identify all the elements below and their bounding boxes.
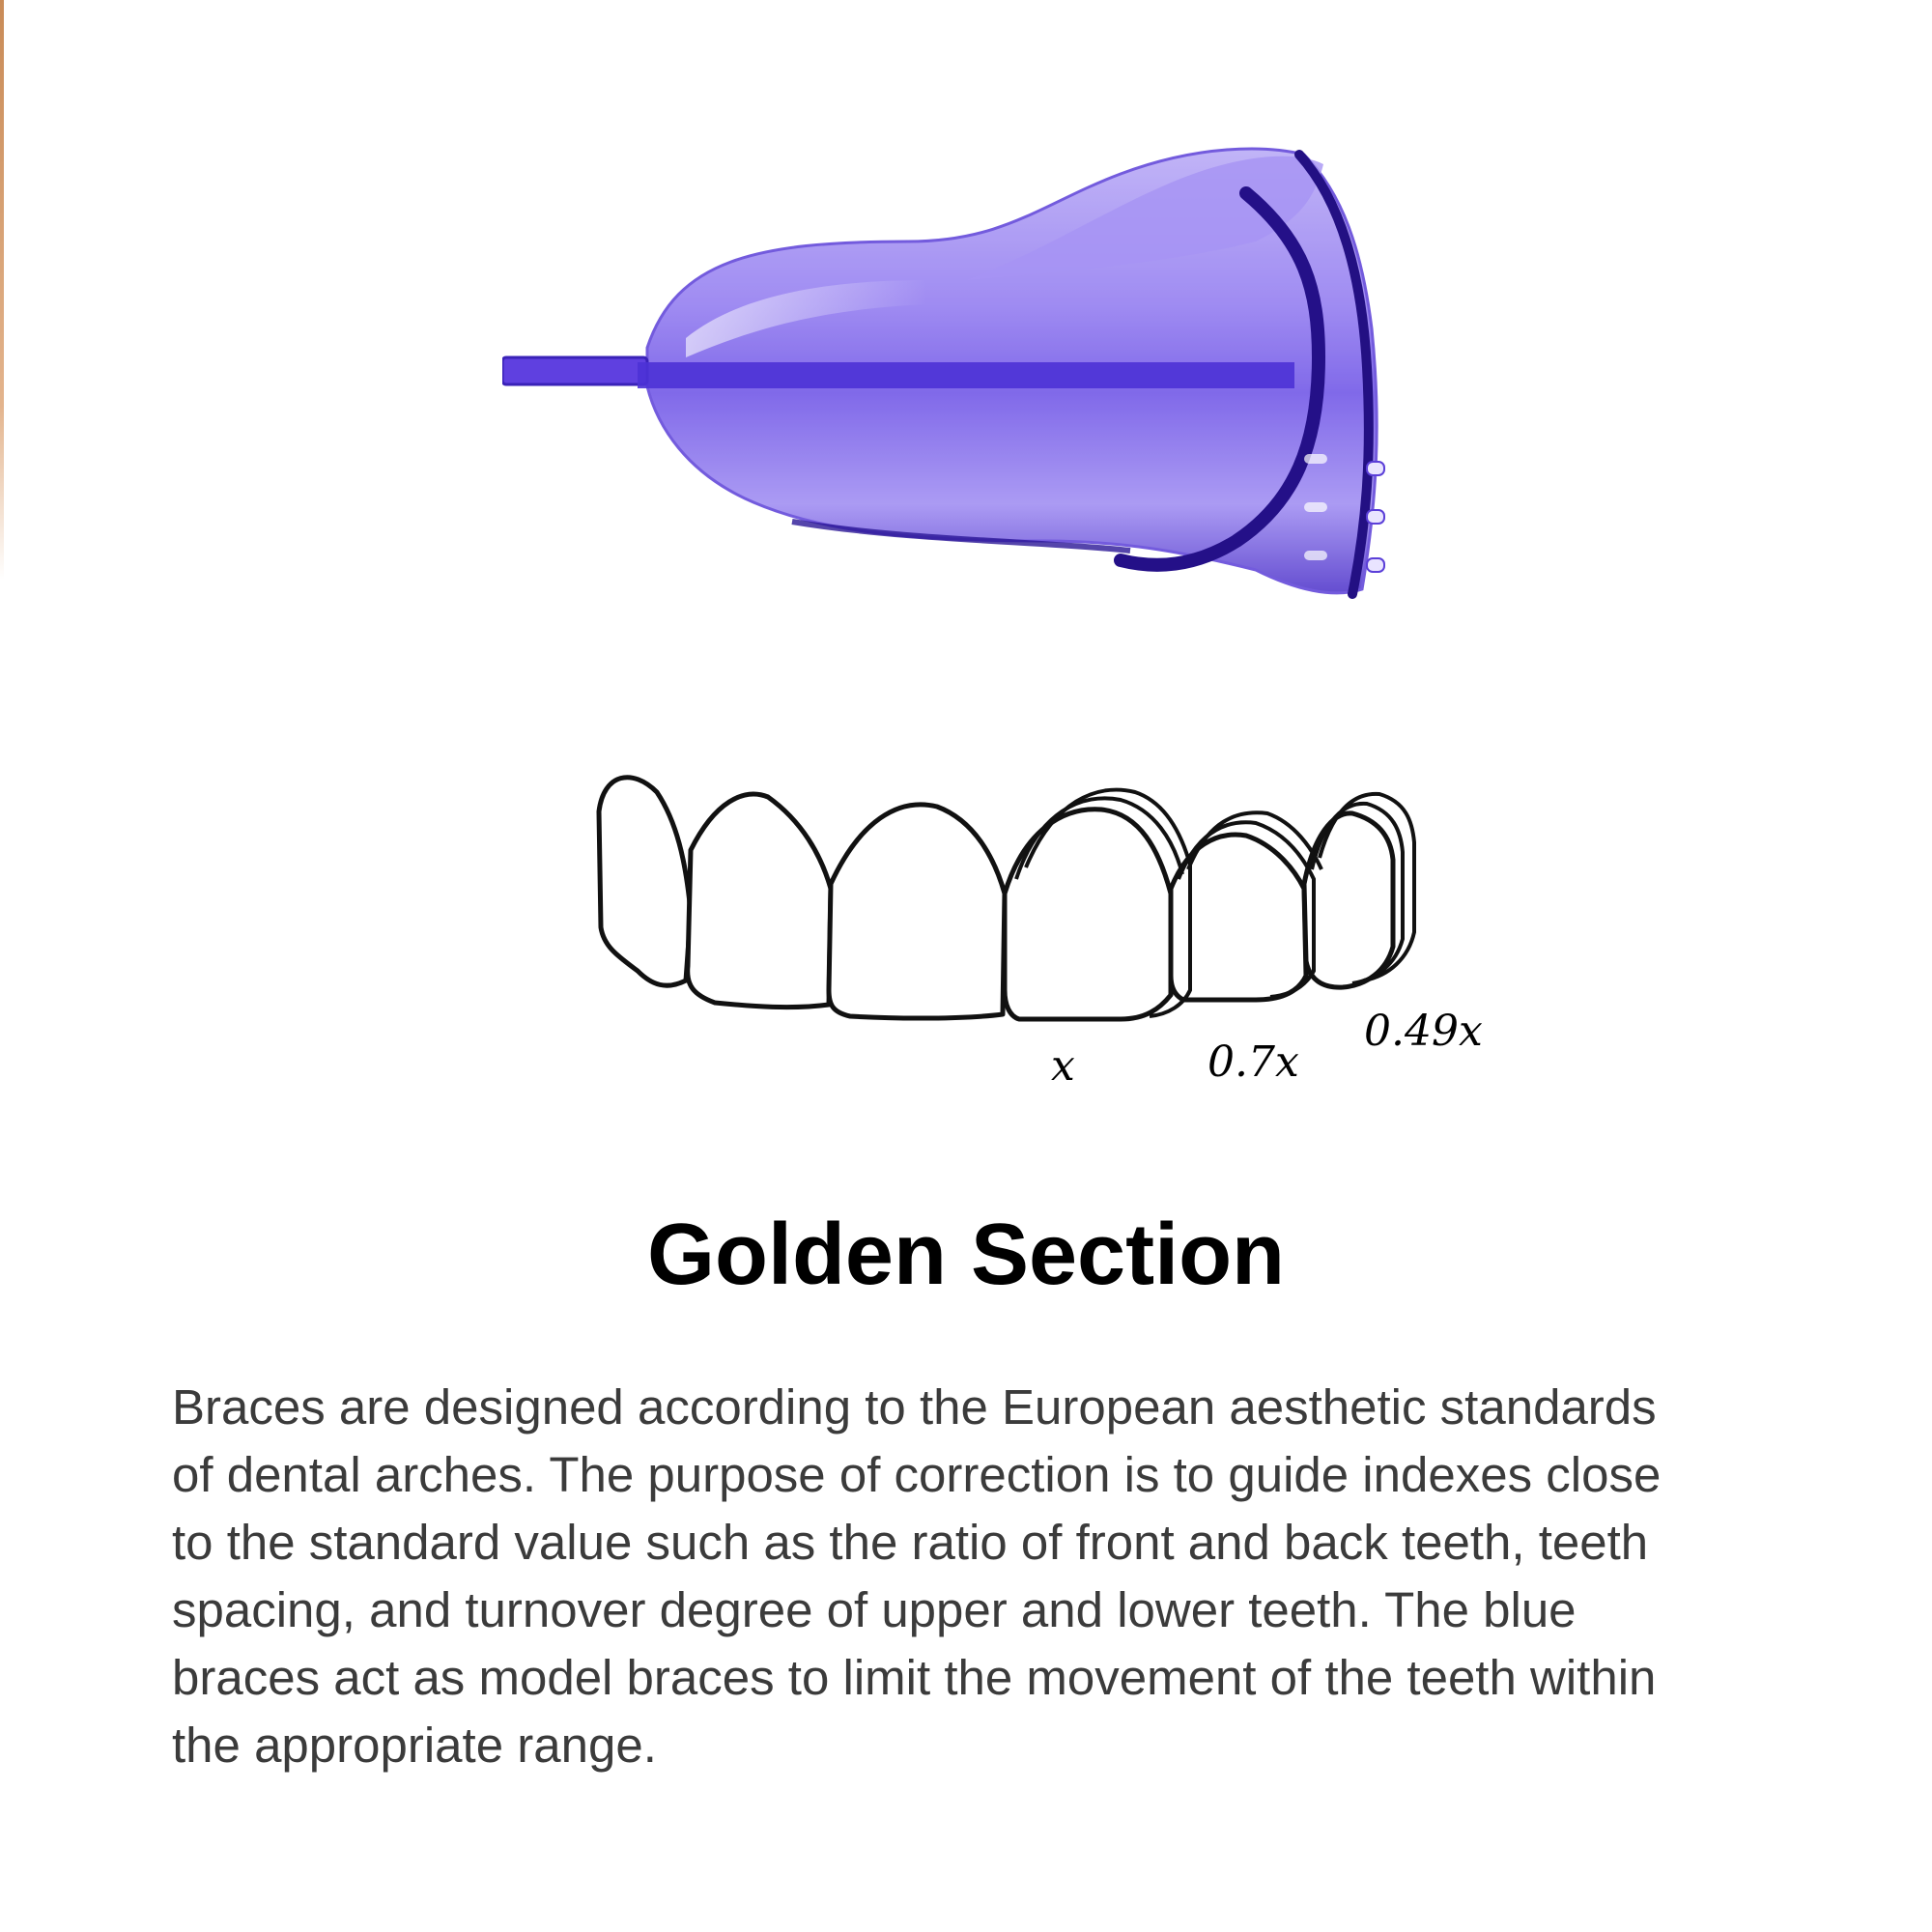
ratio-label-0-7x: 0.7x [1208, 1037, 1299, 1087]
brace-illustration [502, 135, 1401, 628]
tooth-1 [599, 778, 691, 985]
tooth-4 [1005, 810, 1171, 1019]
brace-handle [502, 357, 647, 384]
tooth-6 [1304, 813, 1393, 987]
tooth-2 [688, 794, 831, 1008]
tooth-3 [829, 805, 1005, 1018]
description-paragraph: Braces are designed according to the European aesthetic standards of dental arches. The purpose of correction is to guide indexes close to the standard value such as the ratio of front and back teeth, teeth spacing, and turnover degree of upper and lower teeth. The blue braces act as model braces to limit the movement of the teeth within the appropriate range. [172, 1379, 1662, 1773]
brace-center-rib [638, 362, 1294, 388]
ratio-label-0-49x: 0.49x [1364, 1007, 1483, 1056]
section-title: Golden Section [646, 1207, 1286, 1303]
ratio-label-x: x [1051, 1041, 1075, 1091]
left-edge-strip [0, 0, 4, 580]
